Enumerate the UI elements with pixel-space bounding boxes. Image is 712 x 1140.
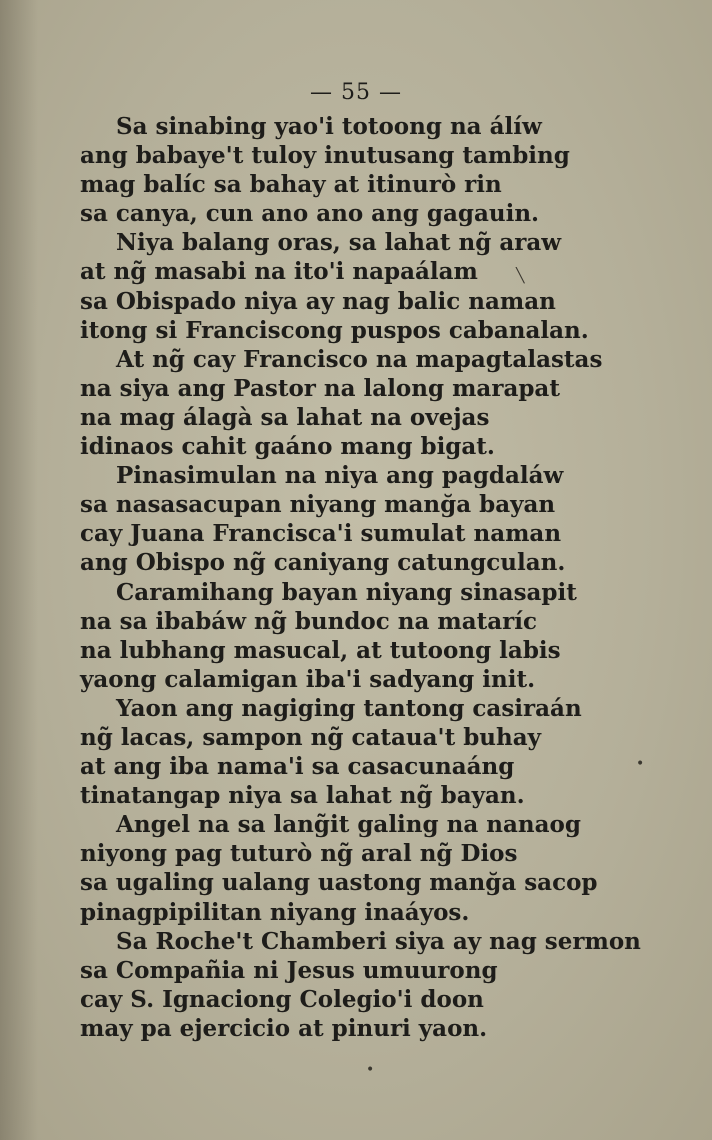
ink-dot: • xyxy=(366,1062,375,1078)
text-line: pinagpipilitan niyang inaáyos. xyxy=(80,898,470,926)
text-line: At ng̃ cay Francisco na mapagtalastas xyxy=(116,345,603,373)
text-line: Niya balang oras, sa lahat ng̃ araw xyxy=(116,229,562,257)
text-line: cay Juana Francisca'i sumulat naman xyxy=(80,520,562,548)
text-line: Sa Roche't Chamberi siya ay nag sermon xyxy=(116,927,641,955)
text-line: na sa ibabáw ng̃ bundoc na mataríc xyxy=(80,607,538,635)
text-line: yaong calamigan iba'i sadyang init. xyxy=(80,665,536,693)
text-line: idinaos cahit gaáno mang bigat. xyxy=(80,433,495,461)
ink-mark: ╲ xyxy=(516,268,525,284)
text-line: sa nasasacupan niyang manğa bayan xyxy=(80,491,556,519)
text-line: mag balíc sa bahay at itinurò rin xyxy=(80,171,502,199)
text-line: sa ugaling ualang uastong manğa sacop xyxy=(80,869,598,897)
text-line: itong si Franciscong puspos cabanalan. xyxy=(80,316,589,344)
poem-text xyxy=(80,112,680,1043)
text-line: Angel na sa lang̃it galing na nanaog xyxy=(116,811,581,839)
text-line: Sa sinabing yao'i totoong na álíw xyxy=(116,113,542,140)
text-line: Pinasimulan na niya ang pagdaláw xyxy=(116,462,564,490)
text-line: ang Obispo ng̃ caniyang catungculan. xyxy=(80,549,566,577)
text-line: sa Compañia ni Jesus umuurong xyxy=(80,956,498,984)
ink-dot: • xyxy=(636,756,645,772)
text-line: at ang iba nama'i sa casacunaáng xyxy=(80,753,515,781)
text-line: sa Obispado niya ay nag balic naman xyxy=(80,287,556,315)
spine-shadow xyxy=(0,0,38,1140)
text-line: sa canya, cun ano ano ang gagauin. xyxy=(80,200,540,228)
text-line: na mag álagà sa lahat na ovejas xyxy=(80,403,490,431)
text-line: ng̃ lacas, sampon ng̃ cataua't buhay xyxy=(80,723,541,751)
text-line: ang babaye't tuloy inutusang tambing xyxy=(80,142,570,170)
page-number: — 55 — xyxy=(310,80,402,105)
text-line: tinatangap niya sa lahat ng̃ bayan. xyxy=(80,782,525,810)
text-line: at ng̃ masabi na ito'i napaálam xyxy=(80,258,478,286)
text-line: na siya ang Pastor na lalong marapat xyxy=(80,374,560,402)
text-line: Yaon ang nagiging tantong casiraán xyxy=(116,694,582,722)
text-line: Caramihang bayan niyang sinasapit xyxy=(116,578,577,606)
text-line: na lubhang masucal, at tutoong labis xyxy=(80,636,561,664)
text-line: may pa ejercicio at pinuri yaon. xyxy=(80,1014,488,1042)
text-line: niyong pag tuturò ng̃ aral ng̃ Dios xyxy=(80,840,518,868)
text-line: cay S. Ignaciong Colegio'i doon xyxy=(80,985,484,1013)
